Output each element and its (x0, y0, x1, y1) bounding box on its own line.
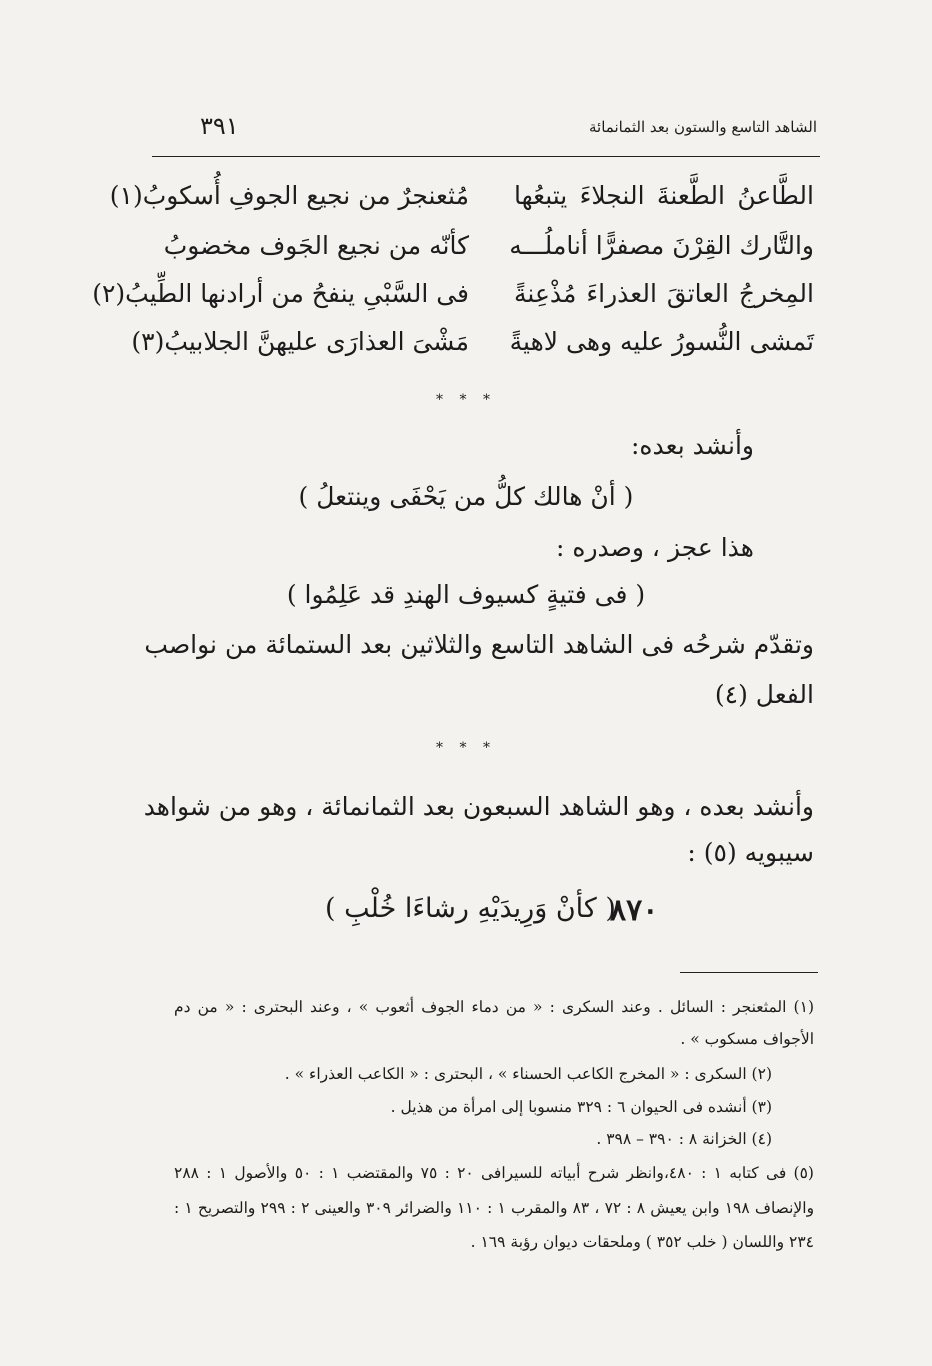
running-title: الشاهد التاسع والستون بعد الثمانمائة (588, 118, 817, 136)
commentary-paragraph-line-2: الفعل (٤) (714, 680, 814, 709)
section-separator: * * * (436, 392, 496, 408)
poem-line-4-second-hemistich: مَشْىَ العذارَى عليهنَّ الجلابيبُ(٣) (131, 327, 469, 356)
intro-paragraph-line-2: سيبويه (٥) : (687, 838, 814, 867)
footnote-5-line-2: والإنصاف ١٩٨ وابن يعيش ٨ : ٧٢ ، ٨٣ والمقرب ١ : ١١٠ والضرائر ٣٠٩ والعينى ٢ : ٢٩٩ والتصريح ١ : (174, 1199, 815, 1217)
poem-line-1-second-hemistich: مُثعنجرٌ من نجيع الجوفِ أُسكوبُ(١) (109, 181, 469, 210)
footnote-5-line-3: ٢٣٤ واللسان ( خلب ٣٥٢ ) وملحقات ديوان رؤبة ١٦٩ . (470, 1233, 814, 1251)
footnote-2: (٢) السكرى : « المخرج الكاعب الحسناء » ، البحترى : « الكاعب العذراء » . (284, 1065, 772, 1083)
poem-line-3-second-hemistich: فى السَّبْىِ ينفحُ من أرادنها الطِّيبُ(٢) (92, 279, 469, 308)
footnote-1-line-2: الأجواف مسكوب » . (680, 1030, 814, 1048)
hemistich-note: هذا عجز ، وصدره : (556, 533, 754, 562)
poem-line-2-first-hemistich: والتَّارك القِرْنَ مصفرًّا أناملُـــه (509, 231, 814, 260)
poem-line-2-second-hemistich: كأنّه من نجيع الجَوف مخضوبُ (163, 231, 469, 260)
poem-line-4-first-hemistich: تَمشى النُّسورُ عليه وهى لاهيةً (509, 327, 814, 356)
footnote-4: (٤) الخزانة ٨ : ٣٩٠ – ٣٩٨ . (596, 1130, 772, 1148)
footnote-5-line-1: (٥) فى كتابه ١ : ٤٨٠،وانظر شرح أبياته للسيرافى ٢٠ : ٧٥ والمقتضب ١ : ٥٠ والأصول ١ : ٢٨٨ (174, 1164, 814, 1182)
anshad-line: وأنشد بعده: (630, 431, 754, 460)
header-divider (152, 156, 820, 157)
quoted-hemistich-2: ( فى فتيةٍ كسيوف الهندِ قد عَلِمُوا ) (286, 580, 646, 609)
intro-paragraph-line-1: وأنشد بعده ، وهو الشاهد السبعون بعد الثمانمائة ، وهو من شواهد (143, 792, 814, 821)
poem-line-1-first-hemistich: الطَّاعنُ الطَّعنةَ النجلاءَ يتبعُها (514, 181, 814, 210)
poem-line-3-first-hemistich: المِخرجُ العاتقَ العذراءَ مُذْعِنةً (514, 279, 814, 308)
verse-870-text: ( كأنْ وَرِيدَيْهِ رشاءَا خُلْبِ ) (325, 893, 616, 924)
verse-number: ٨٧٠ (610, 893, 659, 928)
footnote-divider (680, 972, 818, 973)
footnote-1-line-1: (١) المثعنجر : السائل . وعند السكرى : « من دماء الجوف أثعوب » ، وعند البحترى : « من دم (174, 998, 814, 1016)
commentary-paragraph-line-1: وتقدّم شرحُه فى الشاهد التاسع والثلاثين بعد الستمائة من نواصب (144, 630, 814, 659)
page-number: ٣٩١ (200, 112, 239, 140)
quoted-hemistich-1: ( أنْ هالك كلُّ من يَحْفَى وينتعلُ ) (298, 482, 634, 511)
footnote-3: (٣) أنشده فى الحيوان ٦ : ٣٢٩ منسوبا إلى امرأة من هذيل . (390, 1098, 772, 1116)
section-separator: * * * (436, 740, 496, 756)
